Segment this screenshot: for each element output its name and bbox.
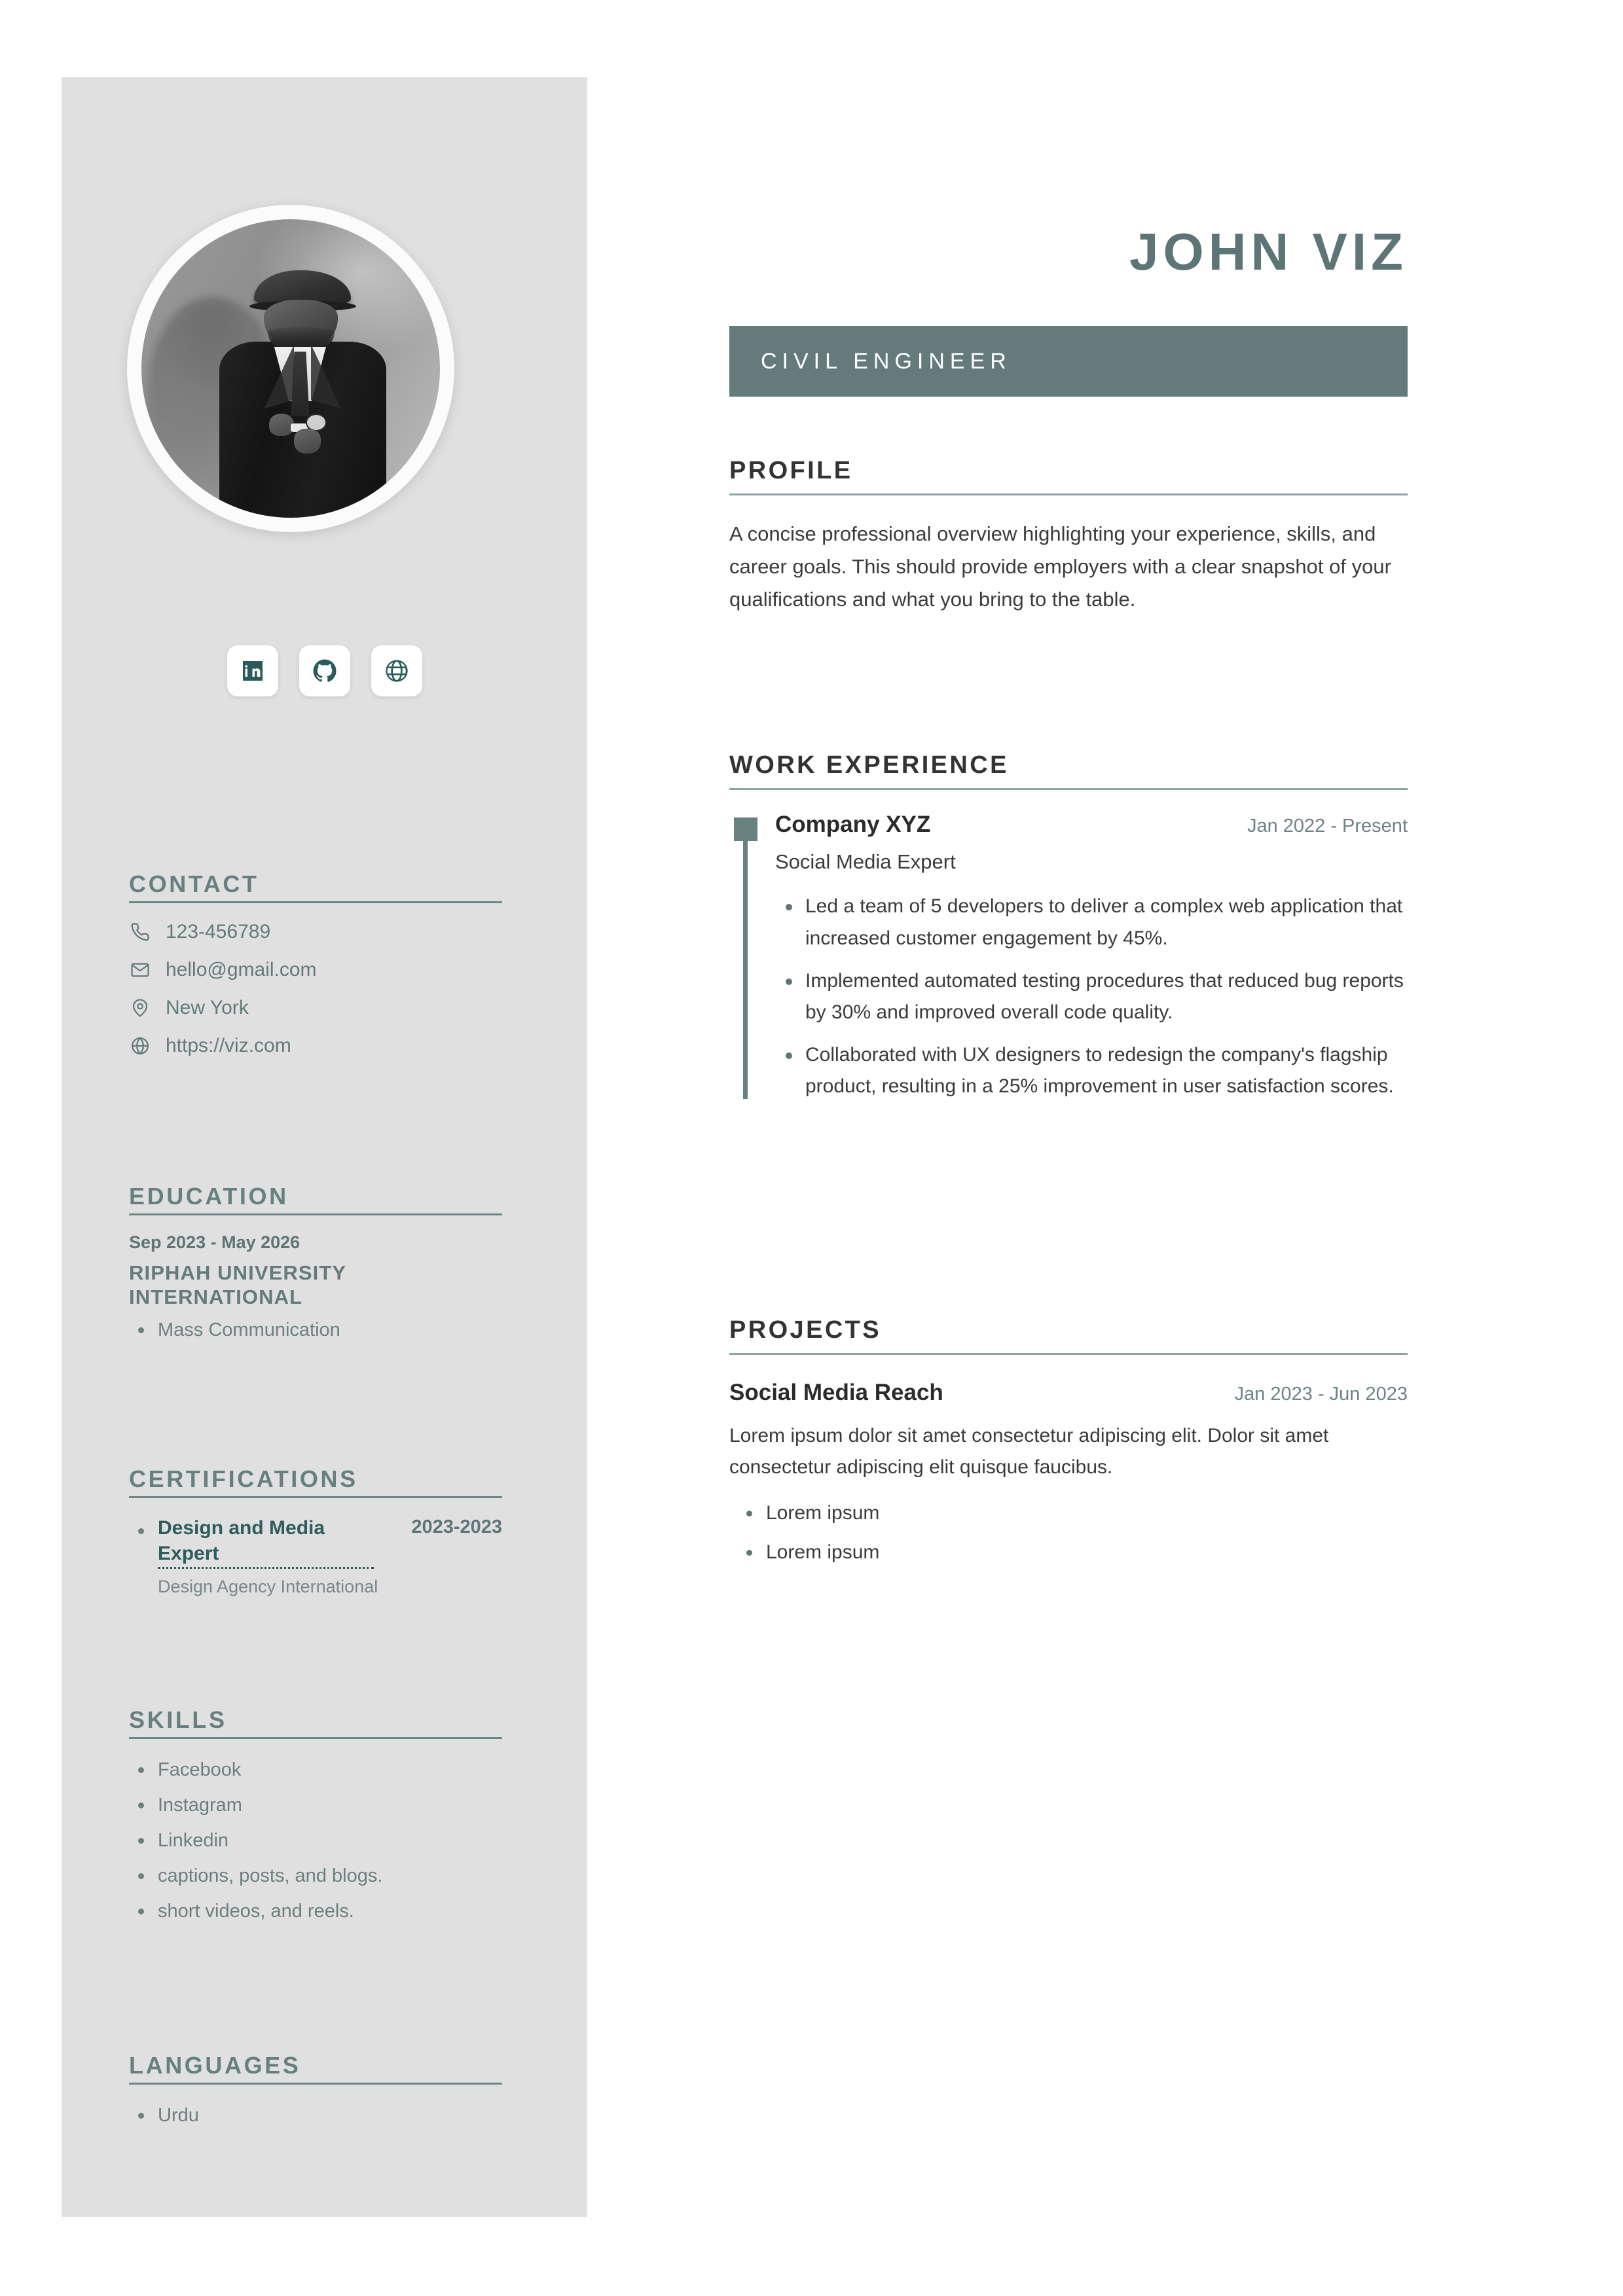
project-date: Jan 2023 - Jun 2023: [1234, 1383, 1408, 1405]
certification-item: [129, 1515, 502, 1598]
social-link-github[interactable]: [299, 645, 350, 696]
education-divider: [129, 1213, 502, 1215]
work-experience-bullets: [775, 891, 1408, 1103]
contact-location-value: New York: [166, 996, 249, 1018]
work-experience-heading: WORK EXPERIENCE: [729, 751, 1009, 779]
work-experience-divider: [729, 788, 1408, 790]
education-date: Sep 2023 - May 2026: [129, 1232, 301, 1252]
photo-subject: [219, 270, 386, 518]
contact-divider: [129, 901, 502, 903]
timeline-marker: [734, 817, 757, 841]
timeline-line: [743, 821, 748, 1099]
page-title: JOHN VIZ: [1129, 223, 1408, 281]
project-bullet: Lorem ipsum: [729, 1537, 1408, 1568]
certifications-heading: CERTIFICATIONS: [129, 1465, 358, 1492]
github-icon: [312, 658, 338, 684]
work-experience-bullet: Led a team of 5 developers to deliver a complex web application that increased customer engagement by 45%.: [775, 891, 1408, 954]
section-skills: [129, 1707, 502, 1933]
certification-row: [158, 1515, 502, 1569]
profile-text: A concise professional overview highlighting your experience, skills, and career goals. This should provide employers with a clear snapshot of your qualifications and what you bring to the table.: [729, 522, 1391, 611]
certification-organization: Design Agency International: [158, 1576, 378, 1596]
contact-list: [129, 920, 502, 1058]
education-heading: EDUCATION: [129, 1183, 289, 1210]
section-languages: [129, 2053, 502, 2137]
skills-divider: [129, 1737, 502, 1739]
project-bullets: [729, 1498, 1408, 1568]
skills-list: [129, 1756, 502, 1925]
section-education: [129, 1183, 502, 1352]
social-link-linkedin[interactable]: [227, 645, 278, 696]
section-projects: [729, 1318, 1408, 1576]
contact-item-email[interactable]: [129, 958, 502, 982]
skill-item: Instagram: [129, 1791, 502, 1819]
languages-heading: LANGUAGES: [129, 2052, 301, 2079]
linkedin-icon: [240, 658, 266, 684]
contact-item-website[interactable]: [129, 1034, 502, 1058]
projects-heading: PROJECTS: [729, 1316, 882, 1344]
profile-photo: [127, 205, 454, 532]
work-experience-role: Social Media Expert: [775, 850, 956, 874]
skill-item: captions, posts, and blogs.: [129, 1862, 502, 1890]
project-description: Lorem ipsum dolor sit amet consectetur adipiscing elit. Dolor sit amet consectetur adipiscing elit quisque faucibus.: [729, 1424, 1329, 1478]
work-experience-bullet: Implemented automated testing procedures that reduced bug reports by 30% and improved overall code quality.: [775, 965, 1408, 1029]
phone-icon: [129, 921, 151, 943]
education-details: [129, 1316, 502, 1344]
project-item: [729, 1380, 1408, 1568]
section-profile: [729, 458, 1408, 617]
certification-name-link[interactable]: Design and Media Expert: [158, 1515, 374, 1569]
profile-heading: PROFILE: [729, 457, 853, 484]
work-experience-date: Jan 2022 - Present: [1247, 815, 1408, 836]
job-title-banner: [729, 326, 1408, 397]
social-link-website[interactable]: [371, 645, 422, 696]
section-contact: [129, 871, 502, 1072]
skill-item: Linkedin: [129, 1827, 502, 1854]
language-item: Urdu: [129, 2102, 502, 2129]
globe-icon: [129, 1035, 151, 1057]
photo-image: [141, 219, 440, 518]
project-name: Social Media Reach: [729, 1379, 943, 1405]
education-detail-item: Mass Communication: [129, 1316, 502, 1344]
section-certifications: [129, 1466, 502, 1602]
contact-phone-value: 123-456789: [166, 920, 271, 942]
contact-item-phone[interactable]: [129, 920, 502, 944]
job-title-text: CIVIL ENGINEER: [761, 348, 1012, 374]
certifications-divider: [129, 1496, 502, 1498]
mail-icon: [129, 959, 151, 981]
work-experience-header: [775, 812, 1408, 838]
contact-email-value: hello@gmail.com: [166, 958, 317, 980]
sidebar: [62, 77, 587, 2217]
work-experience-item: [729, 812, 1408, 1103]
languages-divider: [129, 2083, 502, 2085]
languages-list: [129, 2102, 502, 2129]
projects-divider: [729, 1353, 1408, 1355]
section-work-experience: [729, 753, 1408, 1113]
project-bullet: Lorem ipsum: [729, 1498, 1408, 1529]
certifications-list: [129, 1515, 502, 1598]
project-header: [729, 1380, 1408, 1406]
contact-website-value: https://viz.com: [166, 1034, 291, 1056]
location-pin-icon: [129, 997, 151, 1019]
social-links: [62, 645, 587, 696]
skills-heading: SKILLS: [129, 1706, 227, 1733]
contact-heading: CONTACT: [129, 870, 259, 897]
skill-item: Facebook: [129, 1756, 502, 1784]
work-experience-bullet: Collaborated with UX designers to redesign the company's flagship product, resulting in a 25% improvement in user satisfaction scores.: [775, 1039, 1408, 1103]
profile-divider: [729, 493, 1408, 495]
skill-item: short videos, and reels.: [129, 1897, 502, 1925]
work-experience-company: Company XYZ: [775, 811, 931, 837]
contact-item-location[interactable]: [129, 996, 502, 1020]
globe-icon: [384, 658, 410, 684]
education-school: RIPHAH UNIVERSITY INTERNATIONAL: [129, 1261, 346, 1309]
certification-years: 2023-2023: [411, 1516, 502, 1537]
